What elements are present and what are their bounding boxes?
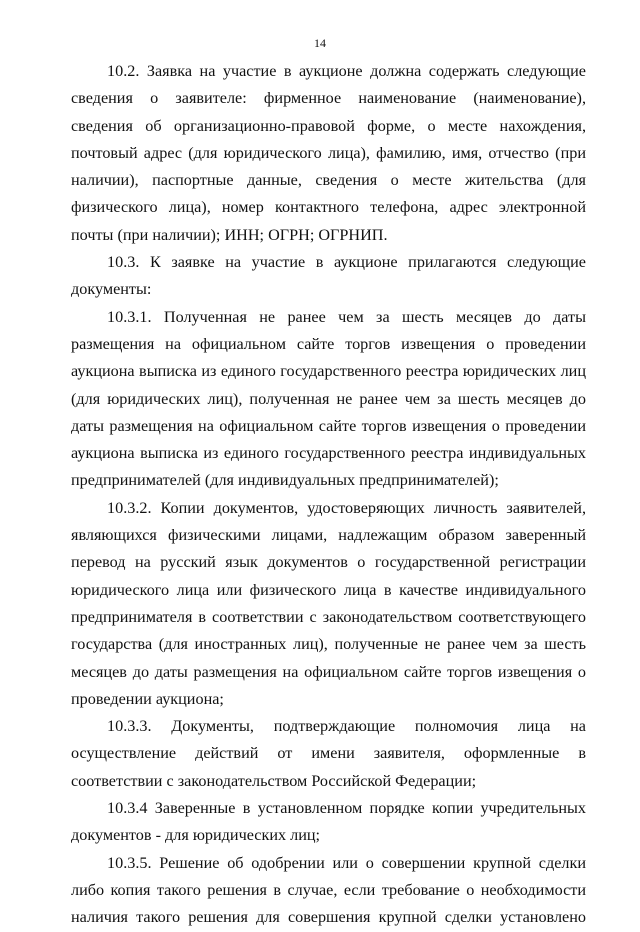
paragraph-10-3-2: 10.3.2. Копии документов, удостоверяющих личность заявителей, являющихся физическими лицами, надлежащим образом заверенный перевод на русский язык документов о государственной регистрации юридического лица или физического лица в качестве индивидуального предпринимателя в соответствии с законодательством соответствующего государства (для иностранных лиц), полученные не ранее чем за шесть месяцев до даты размещения на официальном сайте торгов извещения о проведении аукциона; (71, 498, 586, 708)
document-body (71, 58, 586, 932)
paragraph-10-3-3: 10.3.3. Документы, подтверждающие полномочия лица на осуществление действий от имени заявителя, оформленные в соответствии с законодательством Российской Федерации; (71, 717, 586, 790)
paragraph-10-3-1: 10.3.1. Полученная не ранее чем за шесть месяцев до даты размещения на официальном сайте торгов извещения о проведении аукциона выписка из единого государственного реестра юридических лиц (для юридических лиц), полученная не ранее чем за шесть месяцев до даты размещения на официальном сайте торгов извещения о проведении аукциона выписка из единого государственного реестра индивидуальных предпринимателей (для индивидуальных предпринимателей); (71, 307, 586, 490)
paragraph-10-3-5: 10.3.5. Решение об одобрении или о совершении крупной сделки либо копия такого решения в случае, если требование о необходимости наличия такого решения для совершения крупной сделки установлено (71, 853, 586, 927)
paragraph-10-2: 10.2. Заявка на участие в аукционе должна содержать следующие сведения о заявителе: фирменное наименование (наименование), сведения об организационно-правовой форме, о месте нахождения, почтовый адрес (для юридического лица), фамилию, имя, отчество (при наличии), паспортные данные, сведения о месте жительства (для физического лица), номер контактного телефона, адрес электронной почты (при наличии); ИНН; ОГРН; ОГРНИП. (71, 62, 586, 244)
page-number: 14 (314, 36, 326, 50)
paragraph-10-3-4: 10.3.4 Заверенные в установленном порядке копии учредительных документов - для юридических лиц; (71, 799, 586, 845)
paragraph-10-3: 10.3. К заявке на участие в аукционе прилагаются следующие документы: (71, 253, 586, 299)
